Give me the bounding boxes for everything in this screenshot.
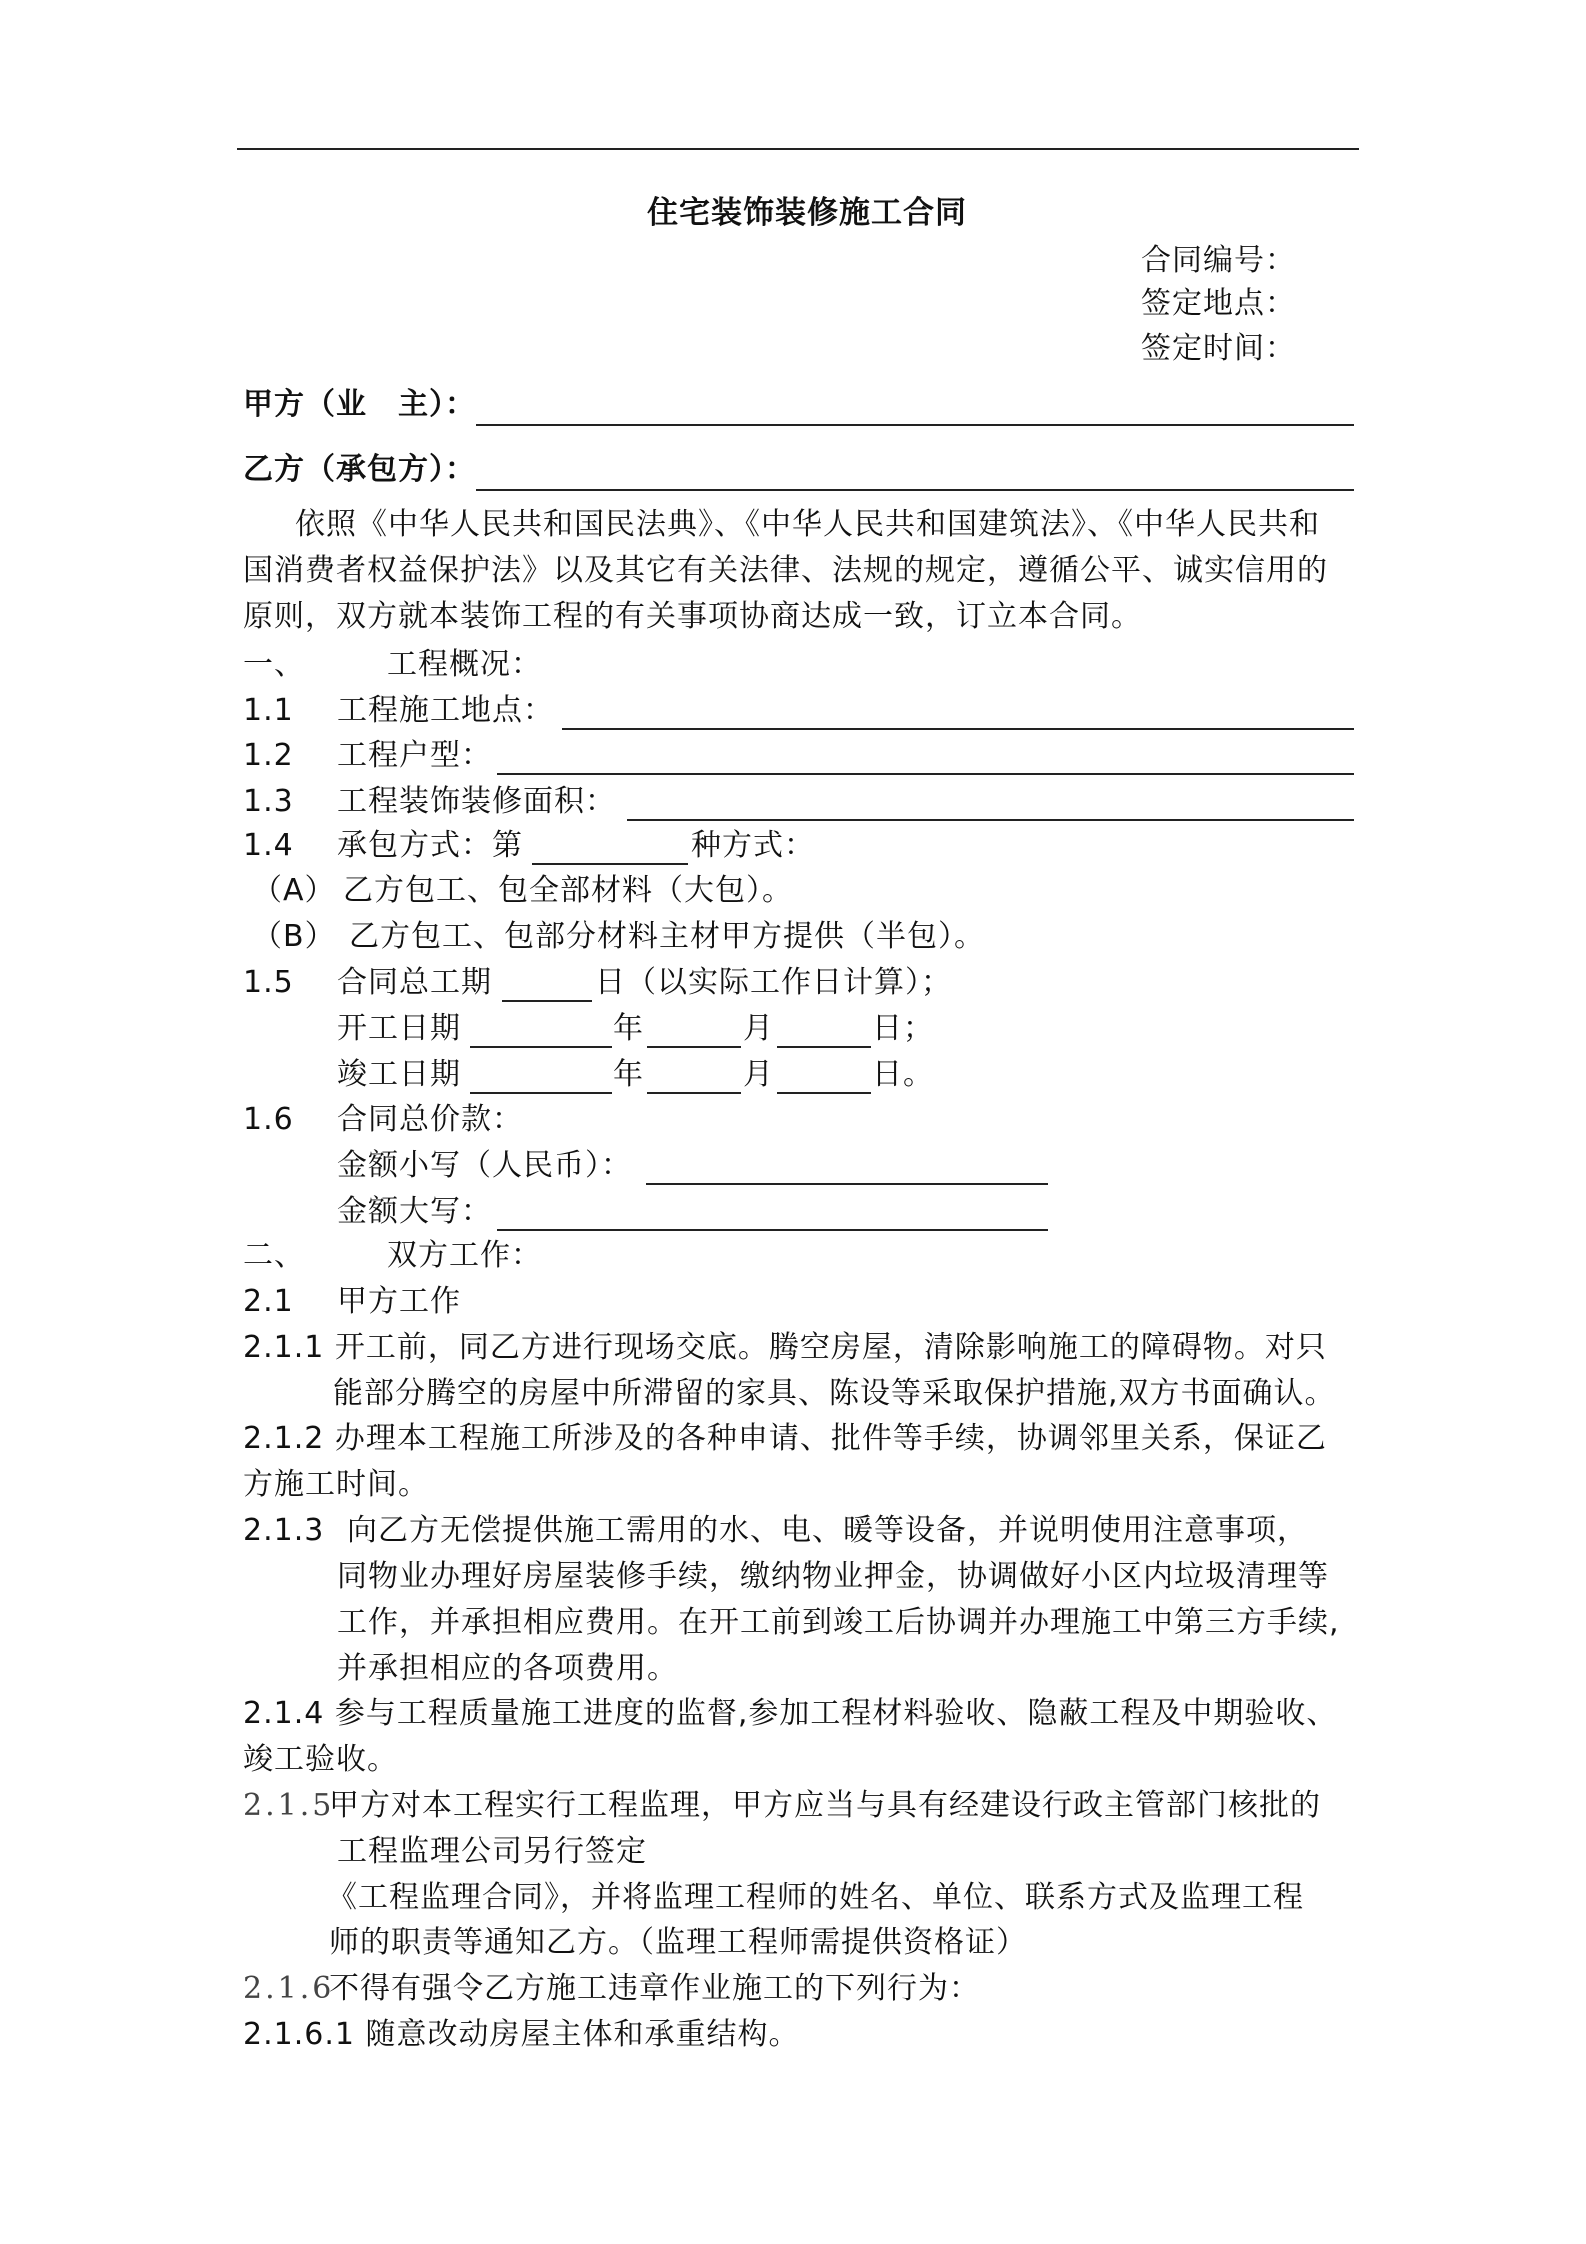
item-1-5-label-b: 日（以实际工作日计算）； bbox=[595, 965, 952, 1000]
amount-lower-line bbox=[646, 1183, 1048, 1185]
intro-line-2: 国消费者权益保护法》以及其它有关法律、法规的规定，遵循公平、诚实信用的 bbox=[243, 553, 1328, 588]
clause-2-1-5-line-1: 甲方对本工程实行工程监理，甲方应当与具有经建设行政主管部门核批的 bbox=[329, 1788, 1321, 1823]
section-2-number: 二、 bbox=[243, 1238, 305, 1273]
section-1-title: 工程概况： bbox=[387, 647, 542, 682]
item-1-5-label-a: 合同总工期 bbox=[337, 965, 492, 1000]
item-1-2-number: 1.2 bbox=[243, 738, 294, 773]
clause-2-1-3-line-4: 并承担相应的各项费用。 bbox=[337, 1651, 678, 1686]
clause-2-1-2-line-2: 方施工时间。 bbox=[243, 1467, 429, 1502]
clause-2-1-3-number: 2.1.3 bbox=[243, 1513, 325, 1548]
end-year-line bbox=[470, 1092, 612, 1094]
document-title: 住宅装饰装修施工合同 bbox=[647, 195, 967, 231]
item-1-3-number: 1.3 bbox=[243, 784, 294, 819]
start-day-label: 日； bbox=[872, 1011, 934, 1046]
amount-upper-label: 金额大写： bbox=[337, 1194, 492, 1229]
item-1-4-number: 1.4 bbox=[243, 828, 294, 863]
section-1-number: 一、 bbox=[243, 647, 305, 682]
item-1-2-line bbox=[497, 773, 1354, 775]
header-rule bbox=[237, 148, 1359, 150]
item-1-4-label-b: 种方式： bbox=[691, 828, 815, 863]
item-1-5-number: 1.5 bbox=[243, 965, 294, 1000]
option-a-number: （A） bbox=[252, 873, 336, 908]
clause-2-1-4-line-1: 2.1.4 参与工程质量施工进度的监督,参加工程材料验收、隐蔽工程及中期验收、 bbox=[243, 1696, 1338, 1731]
clause-2-1-5-line-3: 《工程监理合同》，并将监理工程师的姓名、单位、联系方式及监理工程 bbox=[327, 1880, 1304, 1915]
start-month-line bbox=[647, 1046, 741, 1048]
item-2-1-number: 2.1 bbox=[243, 1284, 294, 1319]
start-date-label: 开工日期 bbox=[337, 1011, 461, 1046]
duration-line bbox=[502, 1000, 592, 1002]
option-b-number: （B） bbox=[252, 919, 336, 954]
sign-time-label: 签定时间： bbox=[1141, 331, 1296, 366]
intro-line-1: 依照《中华人民共和国民法典》、《中华人民共和国建筑法》、《中华人民共和 bbox=[295, 507, 1320, 542]
intro-line-3: 原则，双方就本装饰工程的有关事项协商达成一致，订立本合同。 bbox=[243, 599, 1142, 634]
clause-2-1-2-line-1: 2.1.2 办理本工程施工所涉及的各种申请、批件等手续，协调邻里关系，保证乙 bbox=[243, 1421, 1327, 1456]
item-1-2-label: 工程户型： bbox=[337, 738, 492, 773]
clause-2-1-6-text: 不得有强令乙方施工违章作业施工的下列行为： bbox=[329, 1971, 980, 2006]
item-1-6-label: 合同总价款： bbox=[337, 1102, 523, 1137]
amount-lower-label: 金额小写（人民币）： bbox=[337, 1148, 632, 1183]
clause-2-1-4-line-2: 竣工验收。 bbox=[243, 1742, 398, 1777]
clause-2-1-3-line-2: 同物业办理好房屋装修手续，缴纳物业押金，协调做好小区内垃圾清理等 bbox=[337, 1559, 1329, 1594]
end-date-label: 竣工日期 bbox=[337, 1057, 461, 1092]
item-1-4-line bbox=[532, 863, 688, 865]
clause-2-1-1-line-2: 能部分腾空的房屋中所滞留的家具、陈设等采取保护措施,双方书面确认。 bbox=[333, 1376, 1336, 1411]
end-month-label: 月 bbox=[743, 1057, 774, 1092]
item-1-4-label-a: 承包方式：第 bbox=[337, 828, 523, 863]
start-day-line bbox=[777, 1046, 871, 1048]
sign-place-label: 签定地点： bbox=[1141, 286, 1296, 321]
item-1-1-number: 1.1 bbox=[243, 693, 294, 728]
clause-2-1-3-line-3: 工作，并承担相应费用。在开工前到竣工后协调并办理施工中第三方手续, bbox=[337, 1605, 1340, 1640]
start-month-label: 月 bbox=[743, 1011, 774, 1046]
end-day-line bbox=[777, 1092, 871, 1094]
clause-2-1-5-line-2: 工程监理公司另行签定 bbox=[337, 1834, 647, 1869]
item-2-1-label: 甲方工作 bbox=[337, 1284, 461, 1319]
clause-2-1-6-1: 2.1.6.1 随意改动房屋主体和承重结构。 bbox=[243, 2017, 800, 2052]
option-a-text: 乙方包工、包全部材料（大包）。 bbox=[343, 873, 793, 908]
end-year-label: 年 bbox=[613, 1057, 644, 1092]
item-1-3-line bbox=[627, 819, 1354, 821]
party-b-line bbox=[476, 489, 1354, 491]
item-1-1-line bbox=[562, 728, 1354, 730]
end-day-label: 日。 bbox=[872, 1057, 934, 1092]
item-1-3-label: 工程装饰装修面积： bbox=[337, 784, 616, 819]
start-year-label: 年 bbox=[613, 1011, 644, 1046]
item-1-6-number: 1.6 bbox=[243, 1102, 294, 1137]
item-1-1-label: 工程施工地点： bbox=[337, 693, 554, 728]
option-b-text: 乙方包工、包部分材料主材甲方提供（半包）。 bbox=[349, 919, 985, 954]
clause-2-1-6-number: 2.1.6 bbox=[243, 1971, 335, 2006]
clause-2-1-5-number: 2.1.5 bbox=[243, 1788, 335, 1823]
contract-number-label: 合同编号： bbox=[1141, 243, 1296, 278]
clause-2-1-3-line-1: 向乙方无偿提供施工需用的水、电、暖等设备，并说明使用注意事项， bbox=[347, 1513, 1308, 1548]
start-year-line bbox=[470, 1046, 612, 1048]
section-2-title: 双方工作： bbox=[387, 1238, 542, 1273]
clause-2-1-5-line-4: 师的职责等通知乙方。（监理工程师需提供资格证） bbox=[329, 1925, 1027, 1960]
end-month-line bbox=[647, 1092, 741, 1094]
party-a-line bbox=[476, 424, 1354, 426]
amount-upper-line bbox=[497, 1229, 1048, 1231]
party-a-label: 甲方（业 主）： bbox=[243, 387, 476, 422]
party-b-label: 乙方（承包方）： bbox=[243, 452, 476, 487]
clause-2-1-1-line-1: 2.1.1 开工前，同乙方进行现场交底。腾空房屋，清除影响施工的障碍物。对只 bbox=[243, 1330, 1327, 1365]
